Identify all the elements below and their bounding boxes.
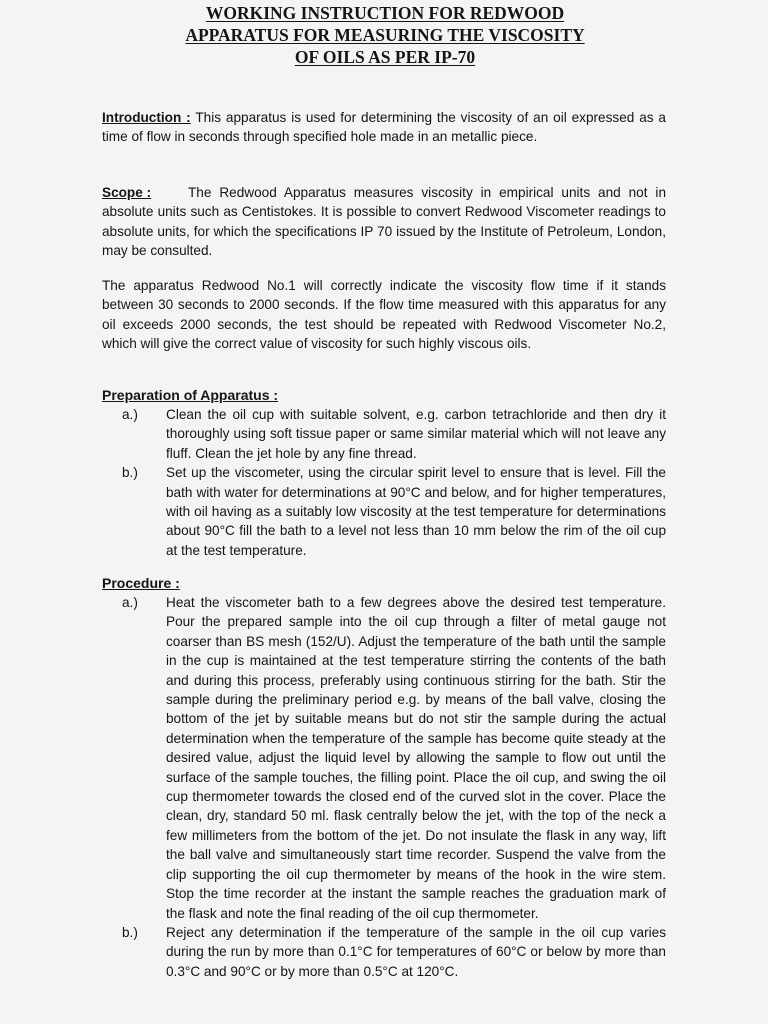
procedure-item-a [102, 593, 666, 923]
introduction-paragraph [102, 108, 666, 147]
preparation-item-a-text: Clean the oil cup with suitable solvent, e.g. carbon tetrachloride and then dry it thoroughly using soft tissue paper or same similar material which will not leave any fluff. Clean the jet hole by any fine thread. [166, 407, 666, 461]
preparation-item-a-label: a.) [122, 407, 138, 422]
scope-paragraph [102, 183, 666, 261]
preparation-item-b-label: b.) [122, 465, 138, 481]
procedure-item-b [102, 923, 666, 981]
procedure-item-a-text: Heat the viscometer bath to a few degrees above the desired test temperature. Pour the prepared sample into the oil cup through a filter of metal gauge not coarser than BS mesh (152/U). Adjust the temperature of the bath until the sample in the cup is maintained at the test temperature stirring the contents of the bath and during this process, preferably using continuous stirring for the bath. Stir the sample during the preliminary period e.g. by means of the ball valve, closing the bottom of the jet by suitable means but do not stir the sample during the actual determination when the temperature of the sample has become quite steady at the desired value, adjust the liquid level by allowing the sample to flow out until the surface of the sample touches, the filling point. Place the oil cup, and swing the oil cup thermometer towards the closed end of the curved slot in the cover. Place the clean, dry, standard 50 ml. flask centrally below the jet, with the top of the neck a few millimeters from the bottom of the jet. Do not insulate the flask in any way, lift the ball valve and simultaneously start time recorder. Suspend the valve from the clip supporting the oil cup thermometer by means of the hook in the wire stem. Stop the time recorder at the instant the sample reaches the graduation mark of the flask and note the final reading of the oil cup thermometer. [166, 595, 666, 921]
apparatus-paragraph: The apparatus Redwood No.1 will correctly indicate the viscosity flow time if it stands between 30 seconds to 2000 seconds. If the flow time measured with this apparatus for any oil exceeds 2000 seconds, the test should be repeated with Redwood Viscometer No.2, which will give the correct value of viscosity for such highly viscous oils. [102, 278, 666, 352]
scope-section [102, 183, 666, 261]
apparatus-section [102, 276, 666, 354]
scope-text: The Redwood Apparatus measures viscosity in empirical units and not in absolute units such as Centistokes. It is possible to convert Redwood Viscometer readings to absolute units, for which the specifications IP 70 issued by the Institute of Petroleum, London, may be consulted. [102, 185, 666, 259]
procedure-section [102, 574, 666, 981]
preparation-item-a [102, 405, 666, 463]
scope-heading: Scope : [102, 185, 152, 200]
document-title [100, 2, 670, 68]
procedure-item-a-label: a.) [122, 595, 138, 610]
title-line-1: WORKING INSTRUCTION FOR REDWOOD [205, 3, 565, 23]
preparation-item-b-text: Set up the viscometer, using the circular spirit level to ensure that is level. Fill the bath with water for determinations at 90°C and below, and for higher temperatures, with oil having as a suitably low viscosity at the test temperature for determinations about 90°C fill the bath to a level not less than 10 mm below the rim of the oil cup at the test temperature. [166, 465, 666, 558]
title-line-3: OF OILS AS PER IP-70 [294, 47, 476, 67]
preparation-section [102, 386, 666, 560]
title-line-2: APPARATUS FOR MEASURING THE VISCOSITY [185, 25, 585, 45]
preparation-heading: Preparation of Apparatus : [102, 387, 279, 403]
procedure-heading: Procedure : [102, 575, 180, 591]
introduction-text: This apparatus is used for determining the viscosity of an oil expressed as a time of flow in seconds through specified hole made in an metallic piece. [102, 110, 666, 145]
procedure-item-b-label: b.) [122, 924, 138, 940]
introduction-heading: Introduction : [102, 110, 191, 125]
preparation-item-b [102, 463, 666, 560]
procedure-item-b-text: Reject any determination if the temperature of the sample in the oil cup varies during the run by more than 0.1°C for temperatures of 60°C or below by more than 0.3°C and 90°C or by more than 0.5°C at 120°C. [166, 924, 666, 979]
introduction-section [102, 108, 666, 147]
